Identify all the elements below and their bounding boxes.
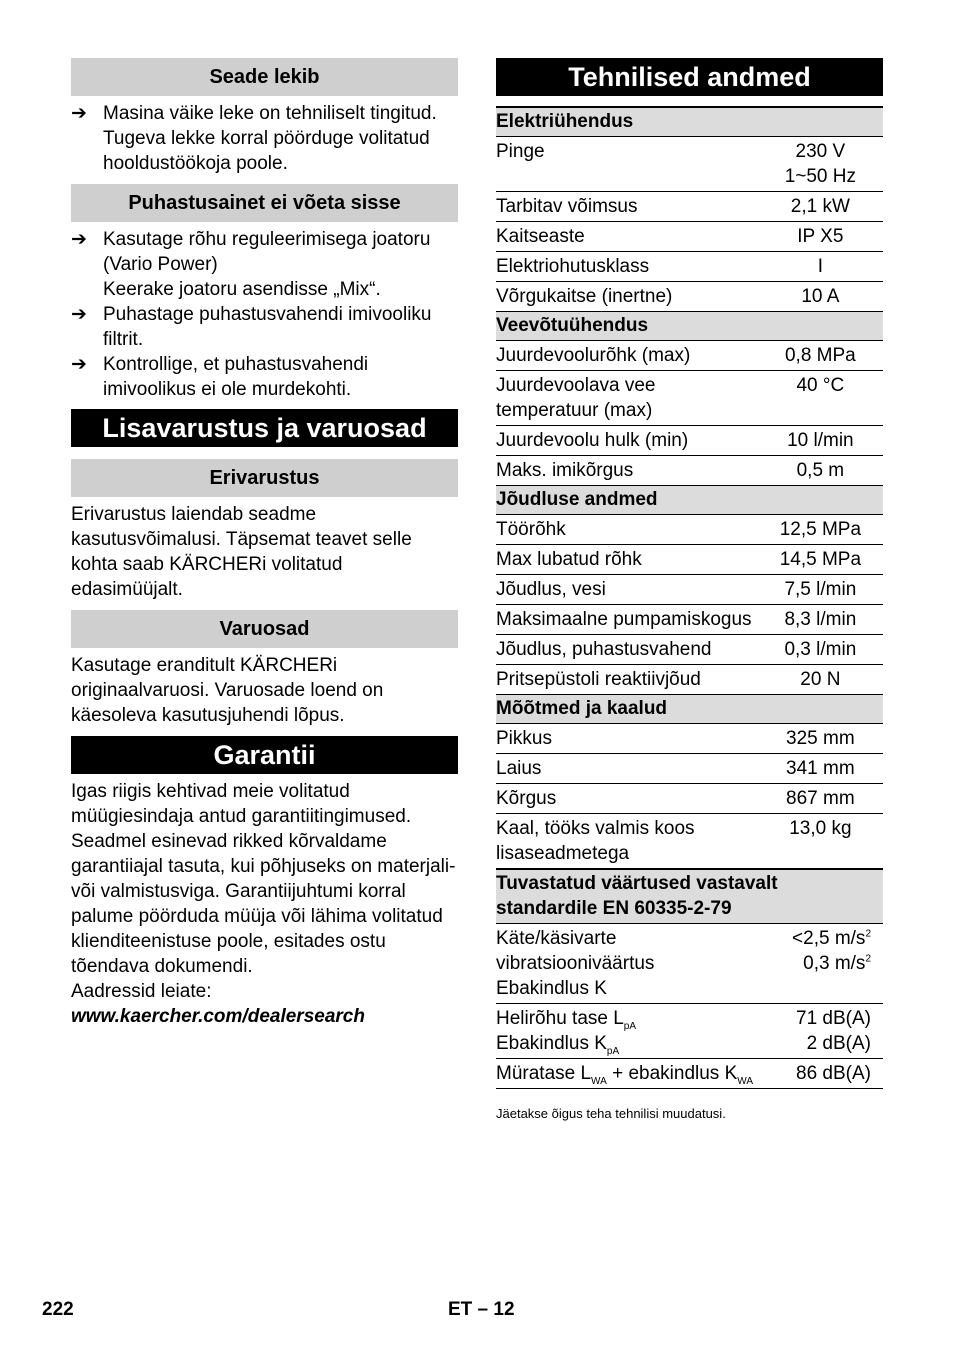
table-section-header: Veevõtuühendus: [496, 312, 883, 341]
section-heading-accessories: Lisavarustus ja varuosad: [71, 409, 458, 447]
section-heading-leak: Seade lekib: [71, 58, 458, 96]
section-heading-spare-parts: Varuosad: [71, 610, 458, 648]
table-row: Juurdevoolurõhk (max) 0,8 MPa: [496, 341, 883, 371]
table-row: Maksimaalne pumpamiskogus 8,3 l/min: [496, 605, 883, 635]
right-column: [496, 58, 883, 1126]
special-accessories-text: Erivarustus laiendab seadme kasutusvõimalusi. Täpsemat teavet selle kohta saab KÄRCHERi volitatud edasimüüjalt.: [71, 504, 412, 600]
table-row: Võrgukaitse (inertne) 10 A: [496, 282, 883, 312]
table-row: Juurdevoolava vee temperatuur (max) 40 °C: [496, 371, 883, 426]
table-row: Tarbitav võimsus 2,1 kW: [496, 192, 883, 222]
address-label: Aadressid leiate:: [71, 981, 212, 1002]
table-row: Pritsepüstoli reaktiivjõud 20 N: [496, 665, 883, 695]
table-row: Jõudlus, puhastusvahend 0,3 l/min: [496, 635, 883, 665]
table-section-header: Jõudluse andmed: [496, 486, 883, 515]
warranty-text: Igas riigis kehtivad meie volitatud müügiesindaja antud garantiitingimused. Seadmel esinevad rikked kõrvaldame garantiiajal tasuta, kui põhjuseks on materjali- või valmistusviga. Garantiijuhtumi korral palume pöörduda müüja või lähima volitatud klienditeenistuse poole, esitades ostu tõendava dokumendi.: [71, 781, 456, 977]
table-row: Elektriohutusklass I: [496, 252, 883, 282]
table-row: Jõudlus, vesi 7,5 l/min: [496, 575, 883, 605]
arrow-right-icon: ➔: [71, 229, 87, 250]
table-row: Laius 341 mm: [496, 754, 883, 784]
page-number: 222: [42, 1299, 74, 1320]
arrow-right-icon: ➔: [71, 304, 87, 325]
section-heading-detergent: Puhastusainet ei võeta sisse: [71, 184, 458, 222]
table-row: Juurdevoolu hulk (min) 10 l/min: [496, 426, 883, 456]
table-row: Müratase $L_{WA}$ + ebakindlus $K_{WA}$ 86 dB(A): [496, 1059, 883, 1089]
table-row: Pinge 230 V 1~50 Hz: [496, 137, 883, 192]
arrow-right-icon: ➔: [71, 354, 87, 375]
table-section-header: Tuvastatud väärtused vastavalt standardile EN 60335-2-79: [496, 869, 883, 924]
table-row: Kõrgus 867 mm: [496, 784, 883, 814]
dealer-search-link[interactable]: www.kaercher.com/dealersearch: [71, 1006, 365, 1027]
list-item: ➔ Kontrollige, et puhastusvahendi imivoolikus ei ole murdekohti.: [71, 354, 369, 400]
list-item: ➔ Kasutage rõhu reguleerimisega joatoru (Vario Power) Keerake joatoru asendisse „Mix“.: [71, 229, 431, 300]
table-row: Helirõhu tase $L_{pA}$ Ebakindlus $K_{pA}$ 71 dB(A) 2 dB(A): [496, 1004, 883, 1059]
left-column: [71, 58, 458, 1029]
section-heading-warranty: Garantii: [71, 736, 458, 774]
table-section-header: Mõõtmed ja kaalud: [496, 695, 883, 724]
table-row: Töörõhk 12,5 MPa: [496, 515, 883, 545]
section-heading-special-accessories: Erivarustus: [71, 459, 458, 497]
table-row: Käte/käsivarte vibratsiooniväärtus Ebakindlus K <2,5 $m/s^2$ 0,3 $m/s^2$: [496, 924, 883, 1004]
technical-data-table: [496, 106, 883, 1089]
list-item: ➔ Puhastage puhastusvahendi imivooliku filtrit.: [71, 304, 432, 350]
table-row: Kaal, tööks valmis koos lisaseadmetega 13,0 kg: [496, 814, 883, 870]
technical-changes-note: Jäetakse õigus teha tehnilisi muudatusi.: [496, 1106, 726, 1121]
table-section-header: Elektriühendus: [496, 107, 883, 137]
table-row: Kaitseaste IP X5: [496, 222, 883, 252]
arrow-right-icon: ➔: [71, 103, 87, 124]
table-row: Max lubatud rõhk 14,5 MPa: [496, 545, 883, 575]
spare-parts-text: Kasutage eranditult KÄRCHERi originaalvaruosi. Varuosade loend on käesoleva kasutusjuhendi lõpus.: [71, 655, 384, 726]
page-code: ET – 12: [448, 1299, 515, 1320]
table-row: Maks. imikõrgus 0,5 m: [496, 456, 883, 486]
section-heading-technical-data: Tehnilised andmed: [496, 58, 883, 96]
table-row: Pikkus 325 mm: [496, 724, 883, 754]
list-item: ➔ Masina väike leke on tehniliselt tingitud. Tugeva lekke korral pöörduge volitatud hooldustöökoja poole.: [71, 103, 437, 174]
